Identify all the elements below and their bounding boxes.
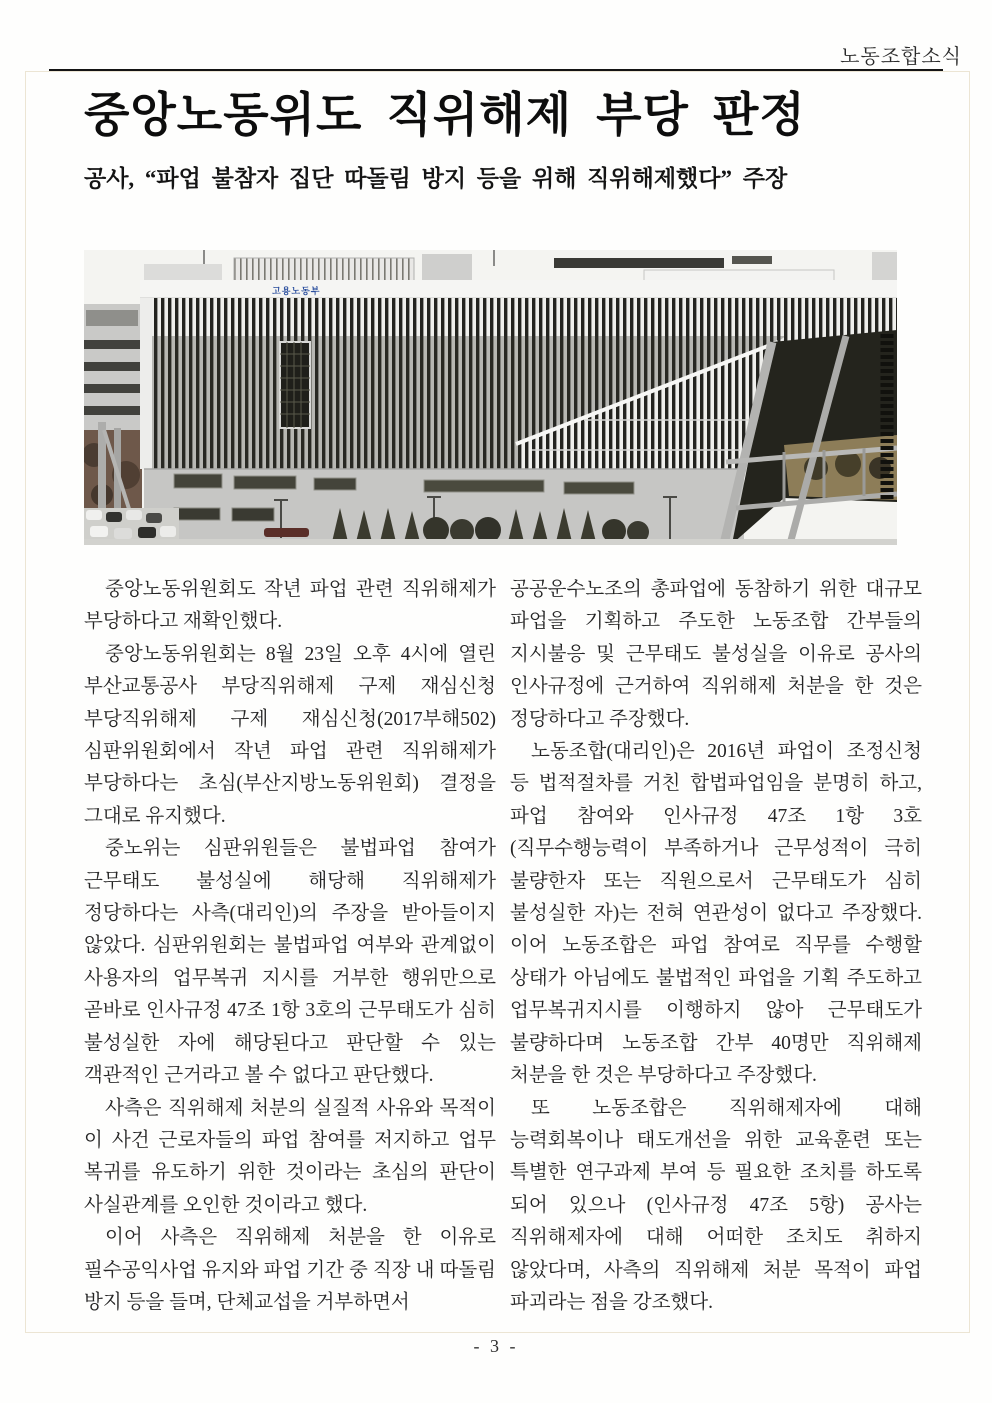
photo-parapet bbox=[140, 280, 897, 298]
article-photo bbox=[84, 250, 897, 545]
paragraph-1: 중앙노동위원회도 작년 파업 관련 직위해제가 부당하다고 재확인했다. bbox=[84, 579, 496, 633]
paragraph-8: 또 노동조합은 직위해제자에 대해 능력회복이나 태도개선을 위한 교육훈련 또는 특별한 연구과제 부여 등 필요한 조치를 하도록 되어 있으나 (인사규정 47조 5항) 공사는 직위해제자에 대해 어떠한 조치도 취하지 않았다며, 사측의 직위해제 처분 목적이 파업 파괴라는 점을 강조했다. bbox=[510, 1097, 922, 1313]
paragraph-5: 이어 사측은 직위해제 처분을 한 이유로 필수공익사업 유지와 파업 기간 중 직장 내 따돌림 방지 등을 들며, 단체교섭을 거부하면서 bbox=[84, 1227, 496, 1313]
paragraph-3: 중노위는 심판위원들은 불법파업 참여가 근무태도 불성실에 해당해 직위해제가 정당하다는 사측(대리인)의 주장을 받아들이지 않았다. 심판위원회는 불법파업 여부와 관계없이 사용자의 업무복귀 지시를 거부한 행위만으로 곧바로 인사규정 47조 1항 3호의 근무태도가 심히 불성실한 자에 해당된다고 판단할 수 있는 객관적인 근거라고 볼 수 없다고 판단했다. bbox=[84, 838, 496, 1087]
paragraph-4: 사측은 직위해제 처분의 실질적 사유와 목적이 이 사건 근로자들의 파업 참여를 저지하고 업무 복귀를 유도하기 위한 것이라는 초심의 판단이 사실관계를 오인한 것이라고 했다. bbox=[84, 1097, 496, 1216]
photo-left-foreground bbox=[84, 422, 142, 514]
paragraph-7: 노동조합(대리인)은 2016년 파업이 조정신청 등 법적절차를 거친 합법파업임을 분명히 하고, 파업 참여와 인사규정 47조 1항 3호(직무수행능력이 부족하거나 근무성적이 극히 불량한자 또는 직원으로서 근무태도가 심히 불성실한 자)는 전혀 연관성이 없다고 주장했다. 이어 노동조합은 파업 참여로 직무를 수행할 상태가 아님에도 불법적인 파업을 기획 주도하고 업무복귀지시를 이행하지 않아 근무태도가 불량하다며 노동조합 간부 40명만 직위해제 처분을 한 것은 부당하다고 주장했다. bbox=[510, 741, 922, 1087]
article-title: 중앙노동위도 직위해제 부당 판정 bbox=[84, 88, 806, 141]
building-photo-illustration bbox=[84, 250, 897, 545]
page-number: - 3 - bbox=[473, 1336, 519, 1356]
header-rule bbox=[49, 69, 943, 71]
section-label: 노동조합소식 bbox=[840, 46, 962, 68]
article-subtitle: 공사, “파업 불참자 집단 따돌림 방지 등을 위해 직위해제했다” 주장 bbox=[84, 166, 788, 191]
photo-left-building bbox=[84, 304, 140, 436]
paragraph-2: 중앙노동위원회는 8월 23일 오후 4시에 열린 부산교통공사 부당직위해제 구제 재심신청 부당직위해제 구제 재심신청(2017부해502) 심판위원회에서 작년 파업 관련 직위해제가 부당하다는 초심(부산지방노동위원회) 결정을 그대로 유지했다. bbox=[84, 643, 496, 827]
photo-pavement bbox=[84, 539, 897, 545]
article-left-column bbox=[84, 574, 496, 1319]
paragraph-6: 공공운수노조의 총파업에 동참하기 위한 대규모 파업을 기획하고 주도한 노동조합 간부들의 지시불응 및 근무태도 불성실을 이유로 공사의 인사규정에 근거하여 직위해제 처분을 한 것은 정당하다고 주장했다. bbox=[510, 579, 922, 730]
article-right-column bbox=[510, 574, 922, 1319]
article-body bbox=[84, 574, 922, 1319]
building-sign-text: 고용노동부 bbox=[272, 286, 321, 296]
